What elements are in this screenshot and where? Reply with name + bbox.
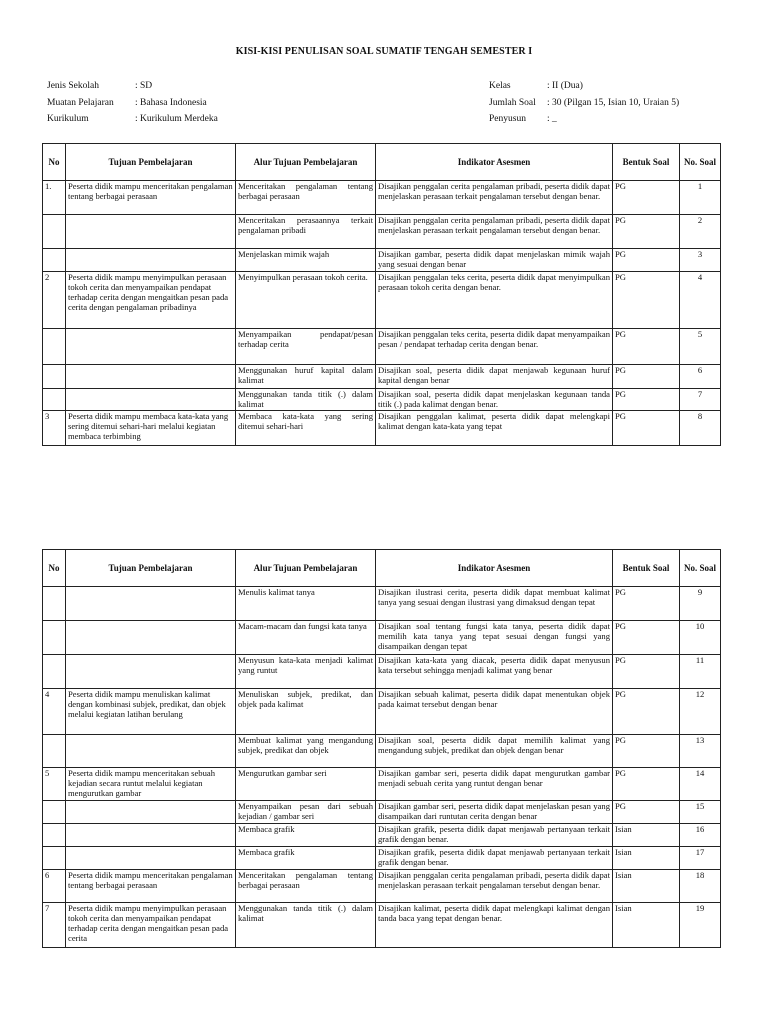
cell-atp: Menceritakan perasaannya terkait pengalaman pribadi <box>236 215 376 249</box>
cell-bentuk: PG <box>613 215 680 249</box>
cell-tp <box>66 735 236 768</box>
cell-num: 14 <box>680 768 721 801</box>
cell-no <box>43 215 66 249</box>
cell-num: 17 <box>680 847 721 870</box>
cell-atp: Menyampaikan pesan dari sebuah kejadian / gambar seri <box>236 801 376 824</box>
table-row <box>43 655 721 689</box>
meta-value: : Bahasa Indonesia <box>135 97 207 108</box>
cell-atp: Mengurutkan gambar seri <box>236 768 376 801</box>
cell-no <box>43 389 66 411</box>
cell-atp: Membaca grafik <box>236 824 376 847</box>
cell-tp: Peserta didik mampu menyimpulkan perasaan tokoh cerita dan menyampaikan pendapat terhadap cerita dengan mengaitkan pesan pada cerita dengan pengalaman pribadinya <box>66 272 236 329</box>
table-row <box>43 249 721 272</box>
meta-label: Jenis Sekolah <box>47 81 99 91</box>
header-indikator: Indikator Asesmen <box>376 550 613 587</box>
cell-no <box>43 801 66 824</box>
cell-num: 2 <box>680 215 721 249</box>
cell-num: 15 <box>680 801 721 824</box>
header-bentuk: Bentuk Soal <box>613 550 680 587</box>
grid-table-2 <box>42 549 721 948</box>
table-row <box>43 181 721 215</box>
header-bentuk: Bentuk Soal <box>613 144 680 181</box>
meta-value: : _ <box>547 114 557 124</box>
cell-no <box>43 735 66 768</box>
cell-ind: Disajikan soal, peserta didik dapat menjawab kegunaan huruf kapital dengan benar <box>376 365 613 389</box>
cell-atp: Membaca grafik <box>236 847 376 870</box>
cell-atp: Menceritakan pengalaman tentang berbagai perasaan <box>236 870 376 903</box>
cell-tp <box>66 329 236 365</box>
table-row <box>43 621 721 655</box>
cell-bentuk: PG <box>613 768 680 801</box>
meta-row-school <box>47 78 218 95</box>
cell-atp: Menyusun kata-kata menjadi kalimat yang runtut <box>236 655 376 689</box>
cell-no <box>43 365 66 389</box>
table-row <box>43 389 721 411</box>
meta-label: Kurikulum <box>47 114 89 124</box>
cell-bentuk: Isian <box>613 824 680 847</box>
cell-num: 19 <box>680 903 721 948</box>
meta-left <box>47 78 218 128</box>
cell-num: 8 <box>680 411 721 446</box>
cell-no: 2 <box>43 272 66 329</box>
meta-row-class <box>489 78 679 95</box>
cell-bentuk: PG <box>613 801 680 824</box>
header-no-soal: No. Soal <box>680 550 721 587</box>
cell-ind: Disajikan grafik, peserta didik dapat menjawab pertanyaan terkait grafik dengan benar. <box>376 824 613 847</box>
table-row <box>43 587 721 621</box>
cell-bentuk: PG <box>613 689 680 735</box>
cell-bentuk: PG <box>613 411 680 446</box>
cell-no <box>43 847 66 870</box>
cell-no: 5 <box>43 768 66 801</box>
cell-num: 7 <box>680 389 721 411</box>
cell-ind: Disajikan penggalan kalimat, peserta didik dapat melengkapi kalimat dengan kata-kata yang tepat <box>376 411 613 446</box>
header-alur: Alur Tujuan Pembelajaran <box>236 144 376 181</box>
cell-tp: Peserta didik mampu menceritakan sebuah kejadian secara runtut melalui kegiatan mengurutkan gambar <box>66 768 236 801</box>
cell-tp: Peserta didik mampu menceritakan pengalaman tentang berbagai perasaan <box>66 870 236 903</box>
cell-num: 9 <box>680 587 721 621</box>
cell-bentuk: PG <box>613 655 680 689</box>
cell-ind: Disajikan grafik, peserta didik dapat menjawab pertanyaan terkait grafik dengan benar. <box>376 847 613 870</box>
cell-bentuk: PG <box>613 587 680 621</box>
cell-ind: Disajikan gambar seri, peserta didik dapat mengurutkan gambar menjadi sebuah cerita yang runtut dengan benar <box>376 768 613 801</box>
cell-ind: Disajikan soal, peserta didik dapat memilih kalimat yang mengandung subjek, predikat dan objek dengan benar <box>376 735 613 768</box>
table-header-row <box>43 550 721 587</box>
cell-atp: Membuat kalimat yang mengandung subjek, predikat dan objek <box>236 735 376 768</box>
cell-atp: Menggunakan huruf kapital dalam kalimat <box>236 365 376 389</box>
cell-bentuk: Isian <box>613 903 680 948</box>
cell-num: 11 <box>680 655 721 689</box>
cell-num: 10 <box>680 621 721 655</box>
cell-ind: Disajikan penggalan cerita pengalaman pribadi, peserta didik dapat menjelaskan perasaan terkait pengalaman tersebut dengan benar. <box>376 181 613 215</box>
table-row <box>43 329 721 365</box>
cell-ind: Disajikan kalimat, peserta didik dapat melengkapi kalimat dengan tanda baca yang tepat dengan benar. <box>376 903 613 948</box>
cell-atp: Menjelaskan mimik wajah <box>236 249 376 272</box>
cell-no <box>43 824 66 847</box>
table-row <box>43 824 721 847</box>
meta-value: : SD <box>135 81 153 91</box>
header-no: No <box>43 144 66 181</box>
table-row <box>43 870 721 903</box>
table-row <box>43 801 721 824</box>
cell-tp <box>66 389 236 411</box>
cell-no: 4 <box>43 689 66 735</box>
table-row <box>43 735 721 768</box>
cell-num: 18 <box>680 870 721 903</box>
cell-tp <box>66 587 236 621</box>
cell-atp: Menceritakan pengalaman tentang berbagai perasaan <box>236 181 376 215</box>
cell-no <box>43 249 66 272</box>
cell-tp <box>66 847 236 870</box>
meta-label: Muatan Pelajaran <box>47 97 114 108</box>
cell-ind: Disajikan gambar, peserta didik dapat menjelaskan mimik wajah yang sesuai dengan benar <box>376 249 613 272</box>
cell-bentuk: PG <box>613 389 680 411</box>
cell-no <box>43 587 66 621</box>
cell-num: 4 <box>680 272 721 329</box>
cell-num: 5 <box>680 329 721 365</box>
cell-bentuk: PG <box>613 365 680 389</box>
cell-no: 3 <box>43 411 66 446</box>
cell-bentuk: PG <box>613 272 680 329</box>
cell-num: 12 <box>680 689 721 735</box>
header-indikator: Indikator Asesmen <box>376 144 613 181</box>
cell-tp <box>66 215 236 249</box>
cell-tp <box>66 621 236 655</box>
table-row <box>43 272 721 329</box>
header-no: No <box>43 550 66 587</box>
cell-num: 16 <box>680 824 721 847</box>
table-row <box>43 903 721 948</box>
meta-row-subject <box>47 95 218 112</box>
cell-tp <box>66 365 236 389</box>
header-tujuan: Tujuan Pembelajaran <box>66 144 236 181</box>
cell-atp: Menyampaikan pendapat/pesan terhadap cerita <box>236 329 376 365</box>
table-row <box>43 365 721 389</box>
cell-bentuk: PG <box>613 735 680 768</box>
cell-atp: Membaca kata-kata yang sering ditemui sehari-hari <box>236 411 376 446</box>
cell-ind: Disajikan penggalan cerita pengalaman pribadi, peserta didik dapat menjelaskan perasaan terkait pengalaman tersebut dengan benar. <box>376 215 613 249</box>
cell-num: 1 <box>680 181 721 215</box>
cell-tp <box>66 655 236 689</box>
cell-ind: Disajikan sebuah kalimat, peserta didik dapat menentukan objek pada kaimat tersebut dengan benar <box>376 689 613 735</box>
cell-atp: Menulis kalimat tanya <box>236 587 376 621</box>
cell-num: 13 <box>680 735 721 768</box>
meta-value: : 30 (Pilgan 15, Isian 10, Uraian 5) <box>547 97 680 108</box>
cell-atp: Menyimpulkan perasaan tokoh cerita. <box>236 272 376 329</box>
cell-bentuk: Isian <box>613 870 680 903</box>
cell-atp: Macam-macam dan fungsi kata tanya <box>236 621 376 655</box>
table-row <box>43 847 721 870</box>
cell-ind: Disajikan penggalan teks cerita, peserta didik dapat menyampaikan pesan / pendapat terhadap cerita dengan benar. <box>376 329 613 365</box>
cell-num: 6 <box>680 365 721 389</box>
meta-label: Jumlah Soal <box>489 97 536 108</box>
table-row <box>43 768 721 801</box>
meta-value: : Kurikulum Merdeka <box>135 114 218 124</box>
cell-no: 7 <box>43 903 66 948</box>
cell-no: 1. <box>43 181 66 215</box>
meta-label: Penyusun <box>489 114 526 124</box>
grid-table-1 <box>42 143 721 446</box>
cell-ind: Disajikan soal, peserta didik dapat menjelaskan kegunaan tanda titik (.) pada kalimat dengan benar. <box>376 389 613 411</box>
meta-row-author <box>489 111 679 128</box>
meta-label: Kelas <box>489 81 511 91</box>
cell-bentuk: PG <box>613 181 680 215</box>
table-row <box>43 215 721 249</box>
table-row <box>43 411 721 446</box>
cell-bentuk: PG <box>613 621 680 655</box>
cell-no: 6 <box>43 870 66 903</box>
cell-tp: Peserta didik mampu menuliskan kalimat dengan kombinasi subjek, predikat, dan objek melalui kegiatan latihan berulang <box>66 689 236 735</box>
cell-atp: Menggunakan tanda titik (.) dalam kalimat <box>236 389 376 411</box>
header-tujuan: Tujuan Pembelajaran <box>66 550 236 587</box>
cell-tp: Peserta didik mampu membaca kata-kata yang sering ditemui sehari-hari melalui kegiatan membaca terbimbing <box>66 411 236 446</box>
cell-atp: Menuliskan subjek, predikat, dan objek pada kalimat <box>236 689 376 735</box>
meta-right <box>489 78 679 128</box>
cell-ind: Disajikan gambar seri, peserta didik dapat menjelaskan pesan yang disampaikan dari runtutan cerita dengan benar <box>376 801 613 824</box>
cell-no <box>43 621 66 655</box>
cell-num: 3 <box>680 249 721 272</box>
table-row <box>43 689 721 735</box>
cell-tp <box>66 249 236 272</box>
cell-ind: Disajikan soal tentang fungsi kata tanya, peserta didik dapat memilih kata tanya yang tepat sesuai dengan fungsi yang disampaikan dengan tepat <box>376 621 613 655</box>
cell-atp: Menggunakan tanda titik (.) dalam kalimat <box>236 903 376 948</box>
cell-no <box>43 655 66 689</box>
document-title: KISI-KISI PENULISAN SOAL SUMATIF TENGAH SEMESTER I <box>235 46 533 57</box>
header-alur: Alur Tujuan Pembelajaran <box>236 550 376 587</box>
cell-tp <box>66 801 236 824</box>
cell-bentuk: PG <box>613 249 680 272</box>
cell-bentuk: Isian <box>613 847 680 870</box>
header-no-soal: No. Soal <box>680 144 721 181</box>
cell-tp <box>66 824 236 847</box>
meta-value: : II (Dua) <box>547 81 583 91</box>
cell-tp: Peserta didik mampu menceritakan pengalaman tentang berbagai perasaan <box>66 181 236 215</box>
cell-no <box>43 329 66 365</box>
cell-ind: Disajikan kata-kata yang diacak, peserta didik dapat menyusun kata tersebut sehingga menjadi kalimat yang benar <box>376 655 613 689</box>
cell-bentuk: PG <box>613 329 680 365</box>
meta-row-question-count <box>489 95 679 112</box>
cell-tp: Peserta didik mampu menyimpulkan perasaan tokoh cerita dan menyampaikan pendapat terhadap cerita dengan mengaitkan pesan pada cerita <box>66 903 236 948</box>
meta-row-curriculum <box>47 111 218 128</box>
table-header-row <box>43 144 721 181</box>
cell-ind: Disajikan penggalan teks cerita, peserta didik dapat menyimpulkan perasaan tokoh cerita dengan benar. <box>376 272 613 329</box>
cell-ind: Disajikan ilustrasi cerita, peserta didik dapat membuat kalimat tanya yang sesuai dengan ilustrasi yang dimaksud dengan tepat <box>376 587 613 621</box>
cell-ind: Disajikan penggalan cerita pengalaman pribadi, peserta didik dapat menjelaskan perasaan terkait pengalaman tersebut dengan benar. <box>376 870 613 903</box>
